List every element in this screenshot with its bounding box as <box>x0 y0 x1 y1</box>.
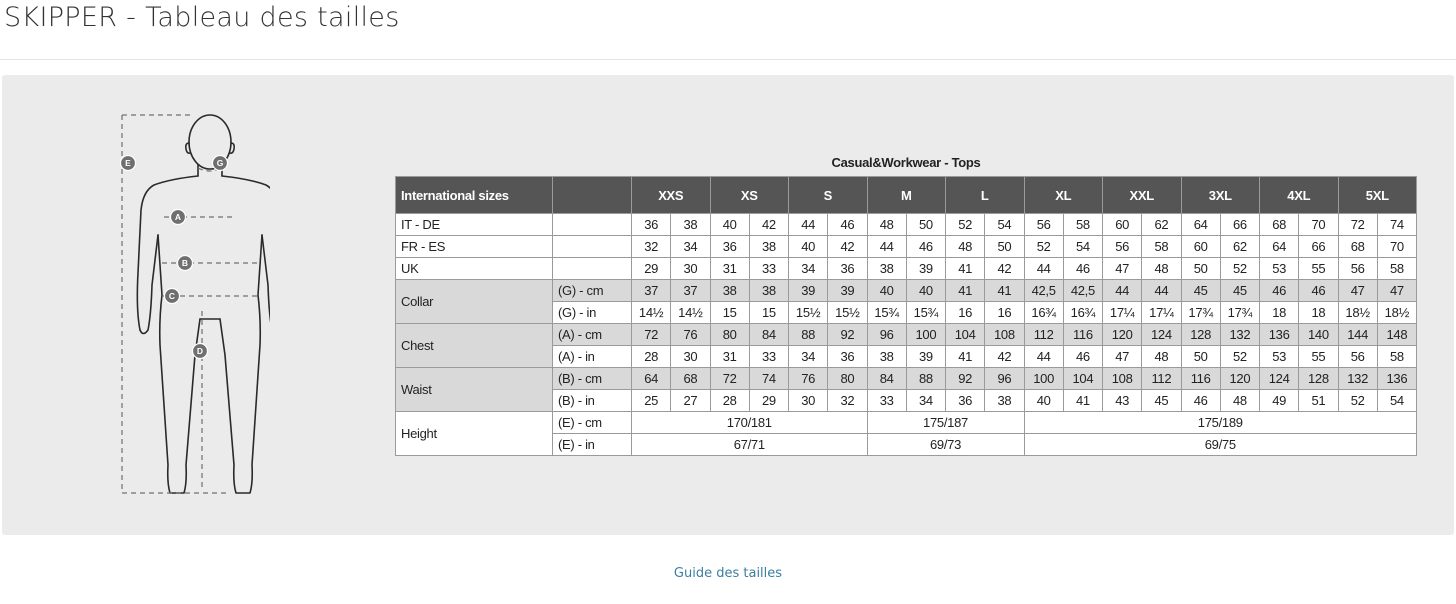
size-value-cell: 80 <box>828 368 867 390</box>
size-value-cell: 112 <box>1024 324 1063 346</box>
size-value-cell: 50 <box>906 214 945 236</box>
table-row <box>396 236 1417 258</box>
size-value-cell: 54 <box>1063 236 1102 258</box>
height-range-cell: 69/73 <box>867 434 1024 456</box>
size-value-cell: 40 <box>1024 390 1063 412</box>
size-value-cell: 16¾ <box>1024 302 1063 324</box>
size-value-cell: 15 <box>749 302 788 324</box>
size-guide-link[interactable]: Guide des tailles <box>673 566 783 581</box>
size-value-cell: 56 <box>1338 258 1377 280</box>
size-value-cell: 50 <box>1181 258 1220 280</box>
size-value-cell: 66 <box>1299 236 1338 258</box>
size-value-cell: 47 <box>1103 346 1142 368</box>
size-value-cell: 92 <box>828 324 867 346</box>
size-value-cell: 54 <box>985 214 1024 236</box>
size-value-cell: 56 <box>1024 214 1063 236</box>
unit-cell: (E) - in <box>553 434 632 456</box>
size-value-cell: 96 <box>867 324 906 346</box>
size-value-cell: 136 <box>1260 324 1299 346</box>
size-value-cell: 41 <box>946 280 985 302</box>
size-value-cell: 44 <box>1103 280 1142 302</box>
size-value-cell: 33 <box>867 390 906 412</box>
marker-b-label: B <box>181 258 189 268</box>
size-value-cell: 55 <box>1299 346 1338 368</box>
size-value-cell: 29 <box>749 390 788 412</box>
row-label: UK <box>396 258 553 280</box>
size-value-cell: 58 <box>1377 346 1416 368</box>
unit-cell: (A) - cm <box>553 324 632 346</box>
size-value-cell: 124 <box>1142 324 1181 346</box>
size-value-cell: 33 <box>749 346 788 368</box>
row-label: FR - ES <box>396 236 553 258</box>
size-value-cell: 34 <box>789 346 828 368</box>
size-value-cell: 41 <box>1063 390 1102 412</box>
size-value-cell: 88 <box>906 368 945 390</box>
page-title: SKIPPER - Tableau des tailles <box>4 2 400 33</box>
size-value-cell: 38 <box>671 214 710 236</box>
size-value-cell: 76 <box>671 324 710 346</box>
size-value-cell: 68 <box>1338 236 1377 258</box>
size-table <box>395 176 1417 456</box>
size-value-cell: 36 <box>828 258 867 280</box>
size-value-cell: 48 <box>867 214 906 236</box>
size-value-cell: 34 <box>789 258 828 280</box>
unit-cell: (G) - cm <box>553 280 632 302</box>
size-value-cell: 30 <box>671 258 710 280</box>
size-value-cell: 128 <box>1299 368 1338 390</box>
size-value-cell: 100 <box>906 324 945 346</box>
size-value-cell: 43 <box>1103 390 1142 412</box>
size-value-cell: 52 <box>946 214 985 236</box>
size-value-cell: 44 <box>789 214 828 236</box>
size-value-cell: 128 <box>1181 324 1220 346</box>
size-value-cell: 32 <box>828 390 867 412</box>
size-value-cell: 18½ <box>1338 302 1377 324</box>
size-value-cell: 58 <box>1377 258 1416 280</box>
size-value-cell: 136 <box>1377 368 1416 390</box>
size-value-cell: 116 <box>1181 368 1220 390</box>
size-header-3xl: 3XL <box>1181 177 1260 214</box>
height-range-cell: 175/189 <box>1024 412 1417 434</box>
size-header-5xl: 5XL <box>1338 177 1417 214</box>
unit-cell: (G) - in <box>553 302 632 324</box>
size-value-cell: 53 <box>1260 346 1299 368</box>
unit-cell <box>553 258 632 280</box>
size-value-cell: 18 <box>1260 302 1299 324</box>
size-value-cell: 70 <box>1299 214 1338 236</box>
size-value-cell: 108 <box>1103 368 1142 390</box>
size-value-cell: 72 <box>710 368 749 390</box>
size-value-cell: 41 <box>946 258 985 280</box>
size-value-cell: 16¾ <box>1063 302 1102 324</box>
unit-cell: (A) - in <box>553 346 632 368</box>
size-value-cell: 50 <box>985 236 1024 258</box>
table-row <box>396 258 1417 280</box>
size-value-cell: 48 <box>1142 346 1181 368</box>
size-value-cell: 74 <box>1377 214 1416 236</box>
size-value-cell: 124 <box>1260 368 1299 390</box>
size-value-cell: 18 <box>1299 302 1338 324</box>
table-row <box>396 280 1417 302</box>
unit-cell <box>553 236 632 258</box>
size-value-cell: 27 <box>671 390 710 412</box>
size-value-cell: 17¾ <box>1220 302 1259 324</box>
size-value-cell: 56 <box>1338 346 1377 368</box>
size-value-cell: 16 <box>946 302 985 324</box>
size-value-cell: 38 <box>749 280 788 302</box>
size-value-cell: 104 <box>1063 368 1102 390</box>
size-value-cell: 40 <box>710 214 749 236</box>
size-value-cell: 74 <box>749 368 788 390</box>
size-value-cell: 45 <box>1142 390 1181 412</box>
size-value-cell: 58 <box>1063 214 1102 236</box>
size-value-cell: 46 <box>906 236 945 258</box>
size-value-cell: 42 <box>985 258 1024 280</box>
height-range-cell: 175/187 <box>867 412 1024 434</box>
size-value-cell: 140 <box>1299 324 1338 346</box>
size-value-cell: 52 <box>1024 236 1063 258</box>
size-value-cell: 47 <box>1338 280 1377 302</box>
size-value-cell: 84 <box>867 368 906 390</box>
size-value-cell: 38 <box>867 258 906 280</box>
size-value-cell: 46 <box>1063 346 1102 368</box>
size-value-cell: 52 <box>1338 390 1377 412</box>
size-value-cell: 33 <box>749 258 788 280</box>
size-value-cell: 148 <box>1377 324 1416 346</box>
size-value-cell: 70 <box>1377 236 1416 258</box>
size-value-cell: 132 <box>1338 368 1377 390</box>
height-range-cell: 69/75 <box>1024 434 1417 456</box>
size-value-cell: 30 <box>789 390 828 412</box>
size-table-body <box>396 214 1417 456</box>
size-value-cell: 48 <box>946 236 985 258</box>
header-row <box>396 177 1417 214</box>
size-value-cell: 120 <box>1103 324 1142 346</box>
size-value-cell: 36 <box>632 214 671 236</box>
size-value-cell: 50 <box>1181 346 1220 368</box>
size-value-cell: 48 <box>1142 258 1181 280</box>
size-value-cell: 28 <box>710 390 749 412</box>
size-value-cell: 40 <box>789 236 828 258</box>
size-value-cell: 44 <box>1024 258 1063 280</box>
size-value-cell: 29 <box>632 258 671 280</box>
size-value-cell: 52 <box>1220 258 1259 280</box>
size-value-cell: 36 <box>710 236 749 258</box>
unit-cell: (B) - cm <box>553 368 632 390</box>
size-value-cell: 66 <box>1220 214 1259 236</box>
size-value-cell: 42,5 <box>1063 280 1102 302</box>
size-value-cell: 104 <box>946 324 985 346</box>
size-value-cell: 60 <box>1103 214 1142 236</box>
size-table-header <box>396 177 1417 214</box>
size-value-cell: 42 <box>985 346 1024 368</box>
size-value-cell: 15½ <box>789 302 828 324</box>
size-value-cell: 46 <box>828 214 867 236</box>
size-value-cell: 44 <box>867 236 906 258</box>
row-label: IT - DE <box>396 214 553 236</box>
size-value-cell: 88 <box>789 324 828 346</box>
size-value-cell: 58 <box>1142 236 1181 258</box>
marker-d-label: D <box>196 346 204 356</box>
size-value-cell: 42 <box>828 236 867 258</box>
size-value-cell: 30 <box>671 346 710 368</box>
size-value-cell: 36 <box>946 390 985 412</box>
size-value-cell: 68 <box>671 368 710 390</box>
size-value-cell: 46 <box>1181 390 1220 412</box>
unit-cell <box>553 214 632 236</box>
size-value-cell: 54 <box>1377 390 1416 412</box>
size-value-cell: 42,5 <box>1024 280 1063 302</box>
size-value-cell: 53 <box>1260 258 1299 280</box>
size-value-cell: 120 <box>1220 368 1259 390</box>
size-value-cell: 116 <box>1063 324 1102 346</box>
size-value-cell: 55 <box>1299 258 1338 280</box>
body-measurement-figure <box>110 105 270 500</box>
size-value-cell: 46 <box>1299 280 1338 302</box>
size-value-cell: 37 <box>632 280 671 302</box>
size-value-cell: 100 <box>1024 368 1063 390</box>
size-value-cell: 62 <box>1220 236 1259 258</box>
size-value-cell: 144 <box>1338 324 1377 346</box>
size-value-cell: 46 <box>1063 258 1102 280</box>
size-value-cell: 49 <box>1260 390 1299 412</box>
measurement-label: Waist <box>396 368 553 412</box>
size-value-cell: 47 <box>1377 280 1416 302</box>
size-value-cell: 25 <box>632 390 671 412</box>
size-header-l: L <box>946 177 1025 214</box>
size-header-xxl: XXL <box>1103 177 1182 214</box>
size-header-xs: XS <box>710 177 789 214</box>
size-value-cell: 62 <box>1142 214 1181 236</box>
size-value-cell: 96 <box>985 368 1024 390</box>
size-value-cell: 41 <box>985 280 1024 302</box>
size-value-cell: 42 <box>749 214 788 236</box>
size-value-cell: 17¼ <box>1142 302 1181 324</box>
size-value-cell: 56 <box>1103 236 1142 258</box>
size-value-cell: 45 <box>1220 280 1259 302</box>
table-row <box>396 412 1417 434</box>
size-header-s: S <box>789 177 868 214</box>
size-value-cell: 68 <box>1260 214 1299 236</box>
size-value-cell: 15¾ <box>906 302 945 324</box>
size-value-cell: 37 <box>671 280 710 302</box>
size-header-xxs: XXS <box>632 177 711 214</box>
size-value-cell: 72 <box>632 324 671 346</box>
size-value-cell: 132 <box>1220 324 1259 346</box>
size-header-4xl: 4XL <box>1260 177 1339 214</box>
size-value-cell: 15¾ <box>867 302 906 324</box>
size-value-cell: 92 <box>946 368 985 390</box>
height-range-cell: 67/71 <box>632 434 868 456</box>
size-value-cell: 28 <box>632 346 671 368</box>
size-value-cell: 45 <box>1181 280 1220 302</box>
size-value-cell: 52 <box>1220 346 1259 368</box>
size-header-xl: XL <box>1024 177 1103 214</box>
size-value-cell: 40 <box>867 280 906 302</box>
size-value-cell: 14½ <box>632 302 671 324</box>
size-value-cell: 31 <box>710 258 749 280</box>
size-value-cell: 39 <box>906 258 945 280</box>
size-value-cell: 44 <box>1024 346 1063 368</box>
measurement-label: Chest <box>396 324 553 368</box>
size-value-cell: 51 <box>1299 390 1338 412</box>
size-value-cell: 112 <box>1142 368 1181 390</box>
size-value-cell: 34 <box>906 390 945 412</box>
size-value-cell: 76 <box>789 368 828 390</box>
size-value-cell: 17¾ <box>1181 302 1220 324</box>
size-value-cell: 38 <box>749 236 788 258</box>
table-row <box>396 324 1417 346</box>
size-value-cell: 39 <box>789 280 828 302</box>
size-value-cell: 38 <box>710 280 749 302</box>
unit-cell: (B) - in <box>553 390 632 412</box>
marker-a-label: A <box>174 212 182 222</box>
size-value-cell: 39 <box>828 280 867 302</box>
size-value-cell: 32 <box>632 236 671 258</box>
size-value-cell: 38 <box>985 390 1024 412</box>
size-value-cell: 46 <box>1260 280 1299 302</box>
marker-g-label: G <box>216 158 224 168</box>
size-value-cell: 44 <box>1142 280 1181 302</box>
unit-header <box>553 177 632 214</box>
size-value-cell: 34 <box>671 236 710 258</box>
size-value-cell: 47 <box>1103 258 1142 280</box>
size-value-cell: 16 <box>985 302 1024 324</box>
table-caption: Casual&Workwear - Tops <box>831 155 981 170</box>
size-value-cell: 48 <box>1220 390 1259 412</box>
unit-cell: (E) - cm <box>553 412 632 434</box>
size-value-cell: 31 <box>710 346 749 368</box>
table-row <box>396 214 1417 236</box>
measurement-label: Collar <box>396 280 553 324</box>
size-value-cell: 39 <box>906 346 945 368</box>
size-value-cell: 108 <box>985 324 1024 346</box>
size-value-cell: 14½ <box>671 302 710 324</box>
size-value-cell: 17¼ <box>1103 302 1142 324</box>
size-value-cell: 72 <box>1338 214 1377 236</box>
size-value-cell: 64 <box>632 368 671 390</box>
size-value-cell: 64 <box>1260 236 1299 258</box>
size-value-cell: 15 <box>710 302 749 324</box>
table-row <box>396 368 1417 390</box>
size-value-cell: 38 <box>867 346 906 368</box>
marker-c-label: C <box>168 291 176 301</box>
size-value-cell: 36 <box>828 346 867 368</box>
size-value-cell: 41 <box>946 346 985 368</box>
international-sizes-header: International sizes <box>396 177 553 214</box>
size-value-cell: 60 <box>1181 236 1220 258</box>
size-value-cell: 64 <box>1181 214 1220 236</box>
title-divider <box>0 59 1456 60</box>
height-range-cell: 170/181 <box>632 412 868 434</box>
size-header-m: M <box>867 177 946 214</box>
marker-e-label: E <box>125 158 131 168</box>
measurement-label: Height <box>396 412 553 456</box>
size-value-cell: 18½ <box>1377 302 1416 324</box>
size-value-cell: 40 <box>906 280 945 302</box>
size-value-cell: 15½ <box>828 302 867 324</box>
size-value-cell: 84 <box>749 324 788 346</box>
size-value-cell: 80 <box>710 324 749 346</box>
